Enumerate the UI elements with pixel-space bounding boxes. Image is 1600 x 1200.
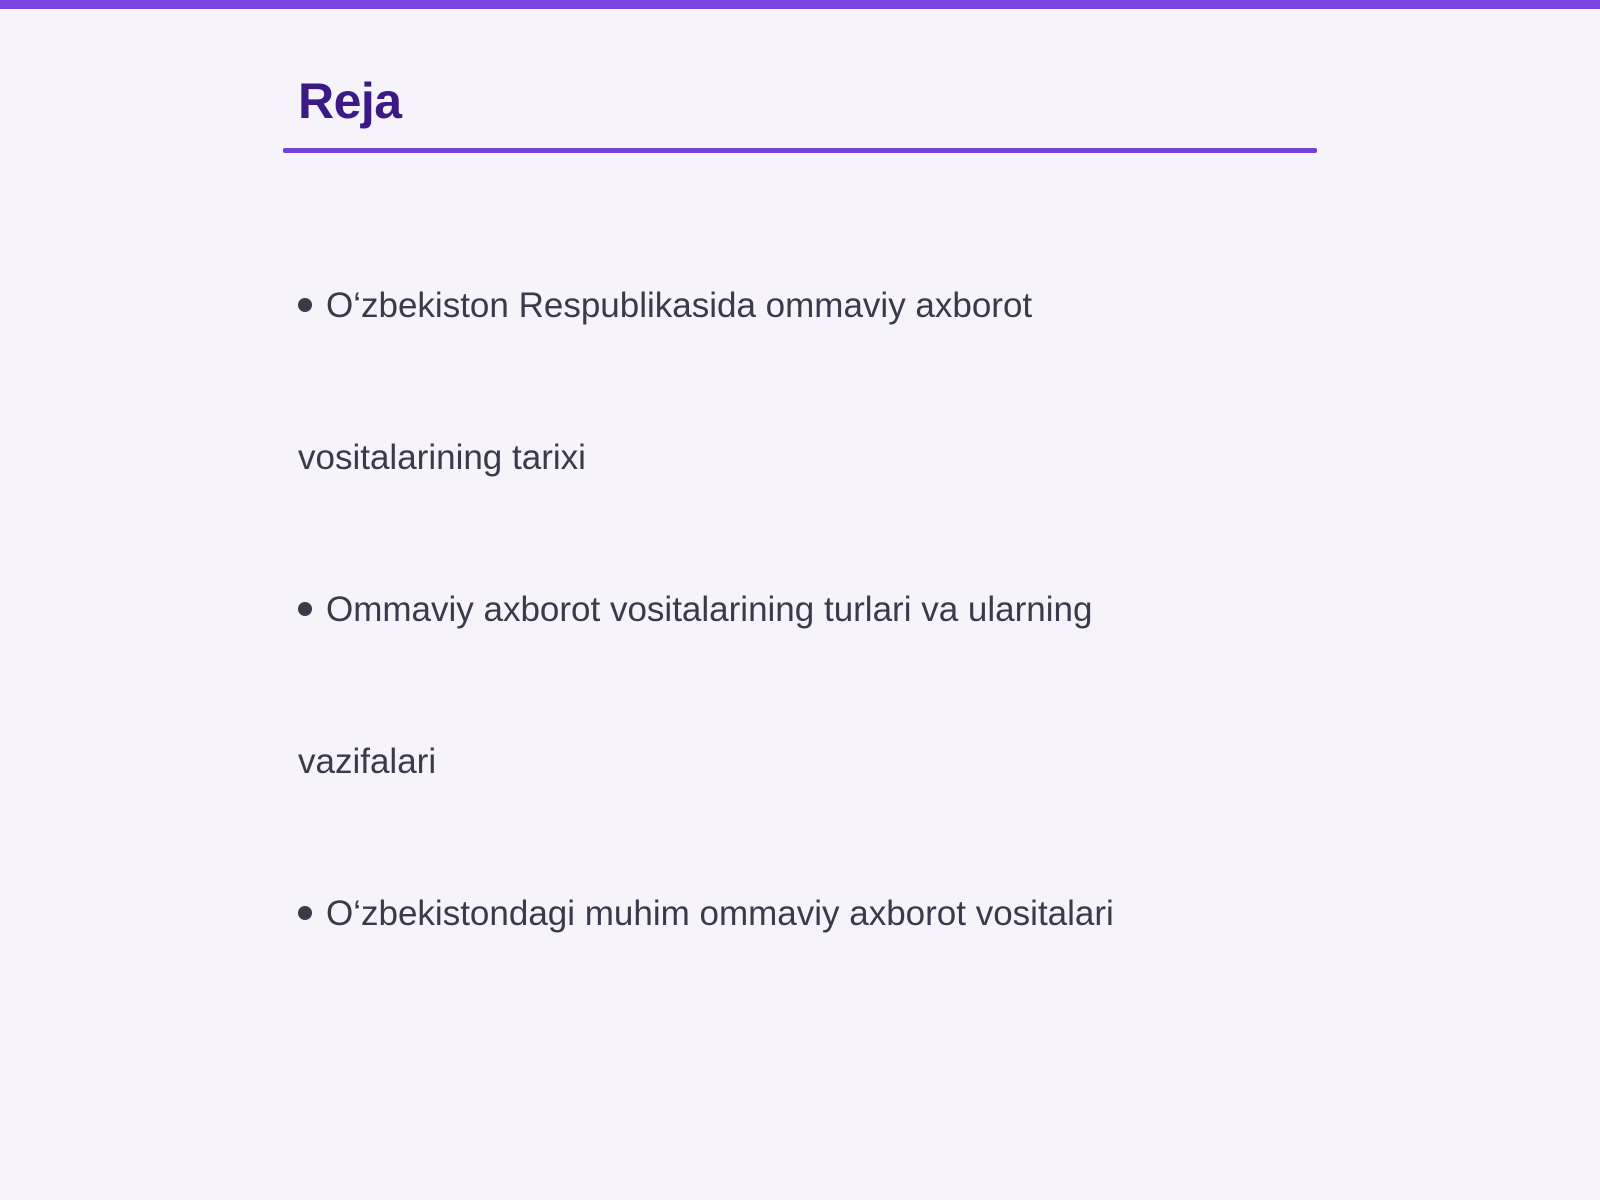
list-item-text: O‘zbekiston Respublikasida ommaviy axborot <box>326 286 1033 325</box>
list-item-text: vazifalari <box>298 742 437 781</box>
list-item <box>298 284 1032 328</box>
list-item <box>298 588 1092 632</box>
list-item-continuation <box>298 740 436 784</box>
slide-title: Reja <box>298 73 402 129</box>
list-item-continuation <box>298 436 586 480</box>
bullet-icon <box>298 906 312 920</box>
top-accent-bar <box>0 0 1600 9</box>
list-item-text: vositalarining tarixi <box>298 438 586 477</box>
bullet-icon <box>298 298 312 312</box>
list-item-text: O‘zbekistondagi muhim ommaviy axborot vositalari <box>326 894 1114 933</box>
bullet-icon <box>298 602 312 616</box>
list-item <box>298 892 1114 936</box>
list-item-text: Ommaviy axborot vositalarining turlari va ularning <box>326 590 1093 629</box>
title-underline <box>283 148 1317 153</box>
